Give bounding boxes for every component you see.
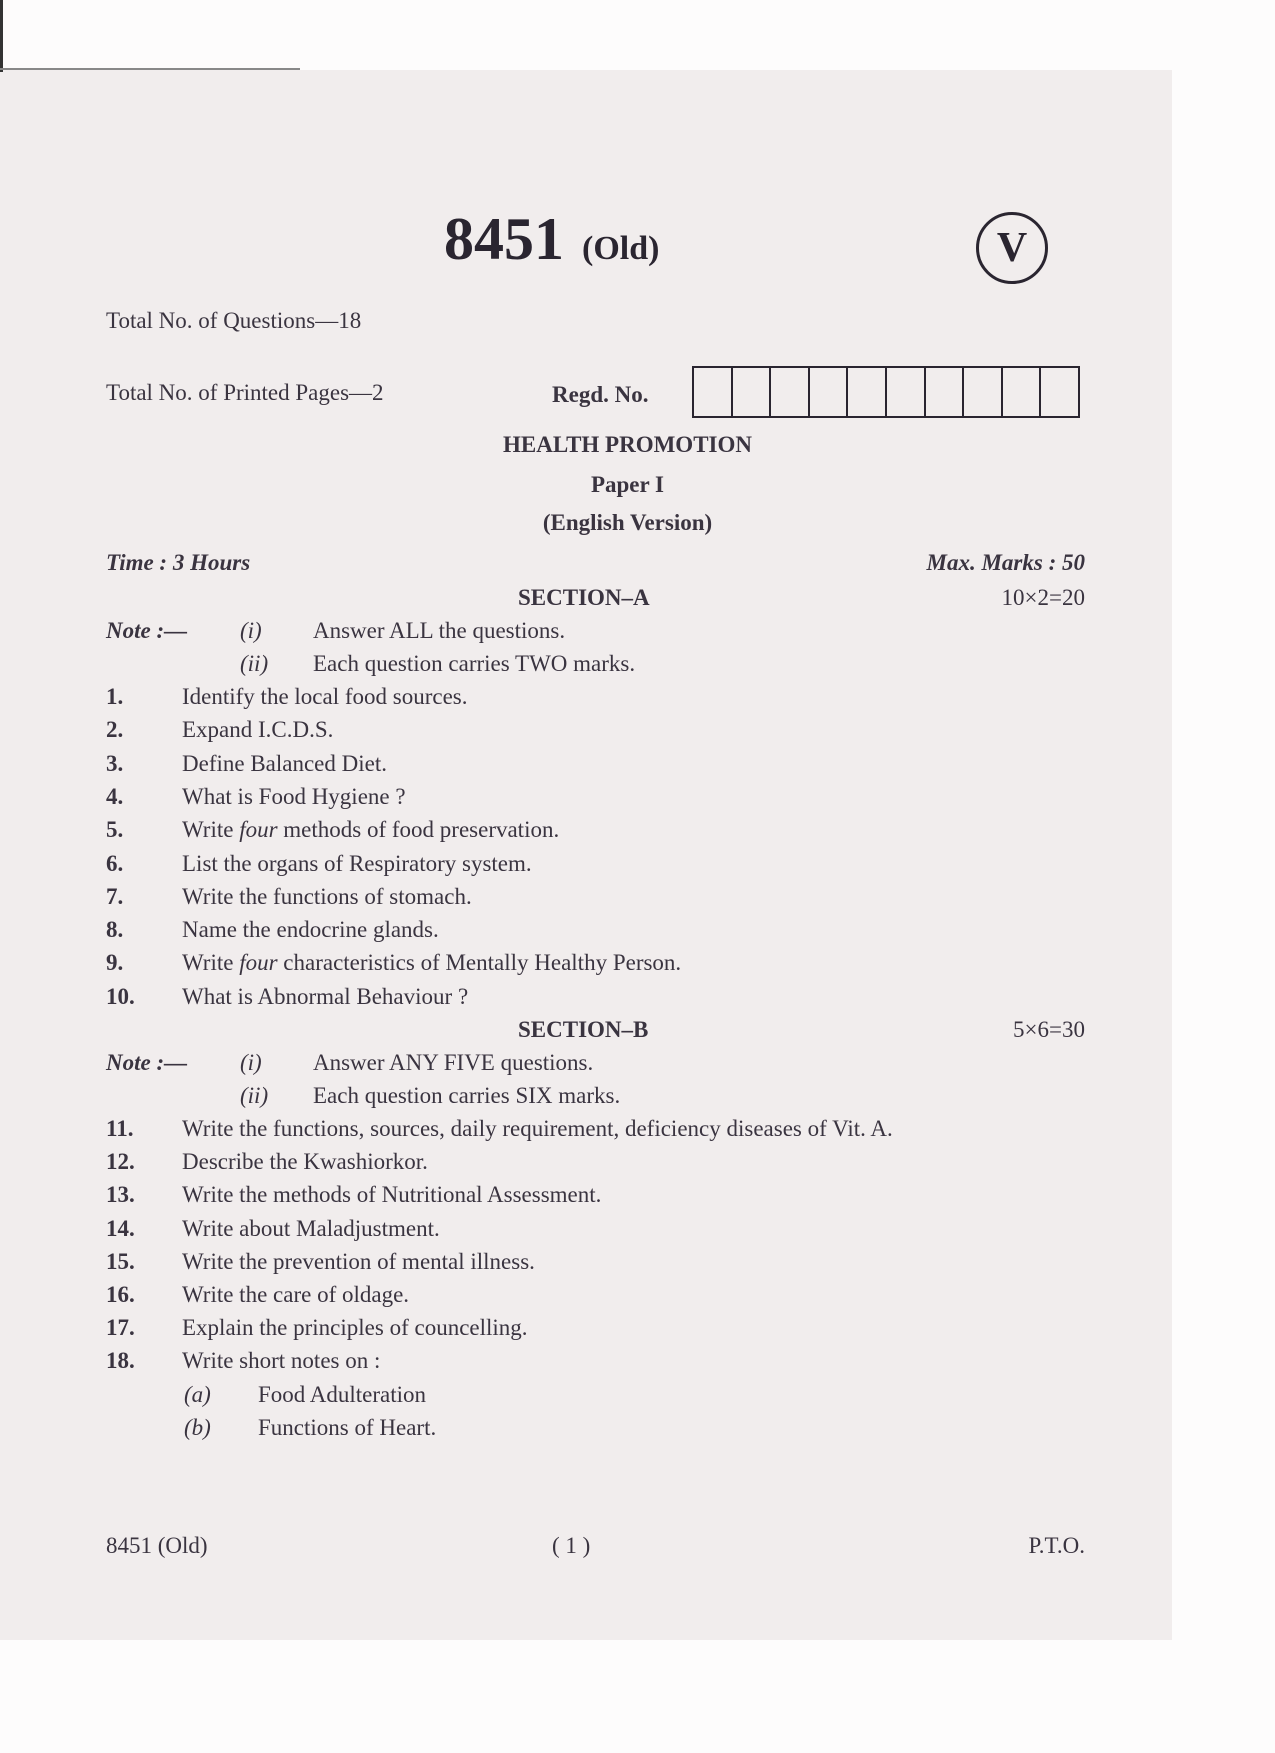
scan-top-line [0,68,300,70]
note-number: (ii) [240,1083,269,1108]
section-a-heading: SECTION–A [518,585,650,610]
regd-label: Regd. No. [552,382,649,407]
question-number: 6. [106,850,124,876]
paper-number: Paper I [590,472,665,497]
total-questions [106,308,361,334]
note-text: Answer ALL the questions. [313,618,566,643]
question-text-emphasis: four [239,817,278,843]
note-number: (ii) [240,651,269,676]
question-text: Define Balanced Diet. [182,750,387,776]
paper-code-suffix: (Old) [582,230,660,267]
note-text: Each question carries TWO marks. [313,651,636,676]
question-text-part: characteristics of Mentally Healthy Person. [277,950,682,976]
printed-pages-text: Total No. of Printed Pages—2 [106,380,384,405]
footer-pto: P.T.O. [1028,1533,1085,1558]
footer-page-number: ( 1 ) [552,1533,591,1558]
printed-pages [106,380,384,406]
question-number: 18. [106,1348,135,1374]
max-marks-label: Max. Marks : 50 [926,550,1085,575]
subpart-label: (a) [184,1382,211,1407]
scan-edge-mark [0,0,3,72]
question-text: Write the prevention of mental illness. [182,1248,535,1274]
subpart-text: Functions of Heart. [258,1415,437,1440]
regd-digit-box[interactable] [694,368,733,416]
regd-digit-box[interactable] [926,368,965,416]
note-number: (i) [240,618,262,643]
question-number: 10. [106,983,135,1009]
question-text-part: methods of food preservation. [277,817,560,843]
note-text: Answer ANY FIVE questions. [313,1050,594,1075]
question-number: 7. [106,883,124,909]
question-number: 8. [106,917,124,943]
version-label: (English Version) [542,510,713,535]
paper-code-heading [444,205,659,274]
question-text [182,817,559,843]
question-text: Explain the principles of councelling. [182,1315,528,1341]
subject-title: HEALTH PROMOTION [503,432,752,457]
regd-digit-box[interactable] [964,368,1003,416]
question-number: 12. [106,1149,135,1175]
question-number: 11. [106,1116,134,1141]
version-mark-circle [976,212,1048,284]
question-number: 9. [106,950,124,976]
regd-number-boxes[interactable] [692,366,1080,418]
regd-digit-box[interactable] [810,368,849,416]
question-text: What is Abnormal Behaviour ? [182,983,469,1009]
question-number: 14. [106,1215,135,1241]
question-text: Write the methods of Nutritional Assessment. [182,1182,602,1208]
question-text: Describe the Kwashiorkor. [182,1149,428,1175]
paper-code: 8451 [444,206,564,272]
question-number: 1. [106,684,124,709]
question-text: List the organs of Respiratory system. [182,850,532,876]
regd-digit-box[interactable] [887,368,926,416]
question-text: Write the functions of stomach. [182,883,472,909]
question-text-emphasis: four [239,950,278,976]
question-text: Write about Maladjustment. [182,1215,440,1241]
regd-digit-box[interactable] [1041,368,1078,416]
time-label: Time : 3 Hours [106,550,251,575]
question-text: What is Food Hygiene ? [182,783,406,809]
question-number: 5. [106,817,124,843]
section-b-heading: SECTION–B [518,1017,649,1042]
regd-digit-box[interactable] [733,368,772,416]
question-text [182,950,681,976]
section-b-marks: 5×6=30 [1013,1017,1085,1042]
subpart-label: (b) [184,1415,211,1440]
question-text: Write the care of oldage. [182,1282,410,1307]
section-a-marks: 10×2=20 [1001,585,1085,610]
footer-code: 8451 (Old) [106,1533,208,1558]
regd-digit-box[interactable] [1003,368,1042,416]
note-number: (i) [240,1050,262,1075]
section-b-note-label: Note :— [106,1050,188,1075]
question-number: 17. [106,1315,135,1341]
question-text: Write short notes on : [182,1348,381,1374]
regd-digit-box[interactable] [771,368,810,416]
section-a-note-label: Note :— [106,618,188,643]
question-text-part: Write [182,817,240,843]
total-questions-text: Total No. of Questions—18 [106,308,362,333]
question-text: Name the endocrine glands. [182,917,439,943]
note-text: Each question carries SIX marks. [313,1083,621,1108]
subpart-text: Food Adulteration [258,1382,427,1407]
question-number: 4. [106,783,124,809]
question-text-part: Write [182,950,240,976]
question-text: Expand I.C.D.S. [182,717,334,743]
version-mark: V [996,225,1028,271]
question-number: 15. [106,1248,135,1274]
question-text: Write the functions, sources, daily requirement, deficiency diseases of Vit. A. [182,1116,893,1141]
question-number: 13. [106,1182,135,1208]
question-text: Identify the local food sources. [182,684,468,709]
question-number: 3. [106,750,124,776]
paper-sheet [0,70,1172,1640]
regd-digit-box[interactable] [848,368,887,416]
question-number: 2. [106,717,124,743]
question-number: 16. [106,1282,135,1307]
